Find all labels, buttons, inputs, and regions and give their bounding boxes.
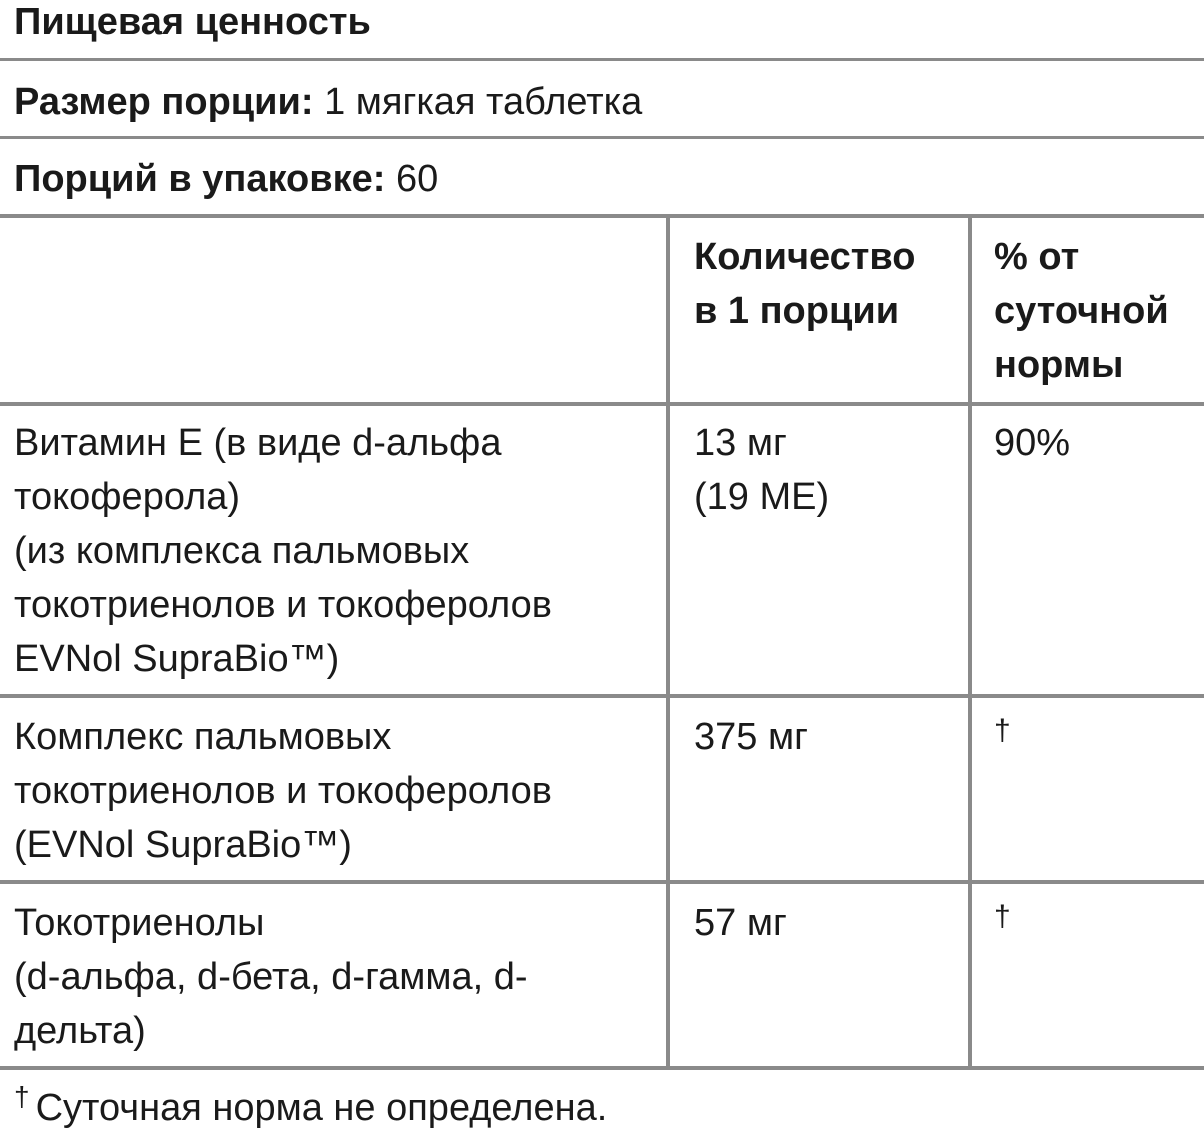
- amount-line: 13 мг: [694, 422, 787, 464]
- footnote: [14, 1081, 608, 1135]
- nutrient-line: (EVNol SupraBio™): [14, 824, 352, 866]
- footnote-text: Суточная норма не определена.: [35, 1087, 608, 1129]
- servings-per-container-value: 60: [395, 158, 439, 200]
- table-row-amount: [694, 416, 829, 524]
- servings-per-container-label: Порций в упаковке:: [14, 158, 386, 200]
- amount-line: 375 мг: [694, 716, 808, 758]
- table-row-amount: [694, 710, 808, 764]
- panel-title: Пищевая ценность: [14, 1, 371, 43]
- divider: [0, 214, 1204, 218]
- serving-size-row: [0, 62, 1204, 136]
- nutrient-line: токоферола): [14, 476, 241, 518]
- header-amount-line: Количество: [694, 236, 916, 278]
- column-divider: [666, 218, 670, 1070]
- table-row-daily-value: †: [994, 714, 1011, 747]
- table-row-nutrient: [14, 710, 552, 872]
- header-amount: [694, 230, 915, 338]
- amount-line: (19 МЕ): [694, 476, 830, 518]
- table-row-daily-value: 90%: [994, 422, 1071, 464]
- nutrient-line: Витамин Е (в виде d-альфа: [14, 422, 502, 464]
- nutrient-line: токотриенолов и токоферолов: [14, 770, 552, 812]
- row-divider: [0, 1066, 1204, 1070]
- header-daily-value-line: суточной: [994, 290, 1169, 332]
- divider: [0, 58, 1204, 61]
- header-daily-value: [994, 230, 1169, 392]
- row-divider: [0, 694, 1204, 698]
- header-amount-line: в 1 порции: [694, 290, 900, 332]
- table-row-daily-value: †: [994, 900, 1011, 933]
- servings-per-container-row: [0, 139, 1204, 215]
- amount-line: 57 мг: [694, 902, 787, 944]
- nutrient-line: EVNol SupraBio™): [14, 638, 340, 680]
- column-divider: [968, 218, 972, 1070]
- serving-size-value: 1 мягкая таблетка: [324, 81, 643, 123]
- nutrient-line: Комплекс пальмовых: [14, 716, 392, 758]
- title-row: [0, 0, 1204, 60]
- nutrient-line: дельта): [14, 1010, 146, 1052]
- nutrient-line: Токотриенолы: [14, 902, 265, 944]
- header-daily-value-line: нормы: [994, 344, 1124, 386]
- table-row-nutrient: [14, 416, 552, 686]
- nutrient-line: токотриенолов и токоферолов: [14, 584, 552, 626]
- row-divider: [0, 402, 1204, 406]
- serving-size-label: Размер порции:: [14, 81, 314, 123]
- nutrient-line: (из комплекса пальмовых: [14, 530, 470, 572]
- row-divider: [0, 880, 1204, 884]
- nutrient-line: (d-альфа, d-бета, d-гамма, d-: [14, 956, 528, 998]
- table-row-amount: [694, 896, 787, 950]
- table-row-nutrient: [14, 896, 528, 1058]
- footnote-symbol: †: [14, 1081, 30, 1112]
- header-daily-value-line: % от: [994, 236, 1080, 278]
